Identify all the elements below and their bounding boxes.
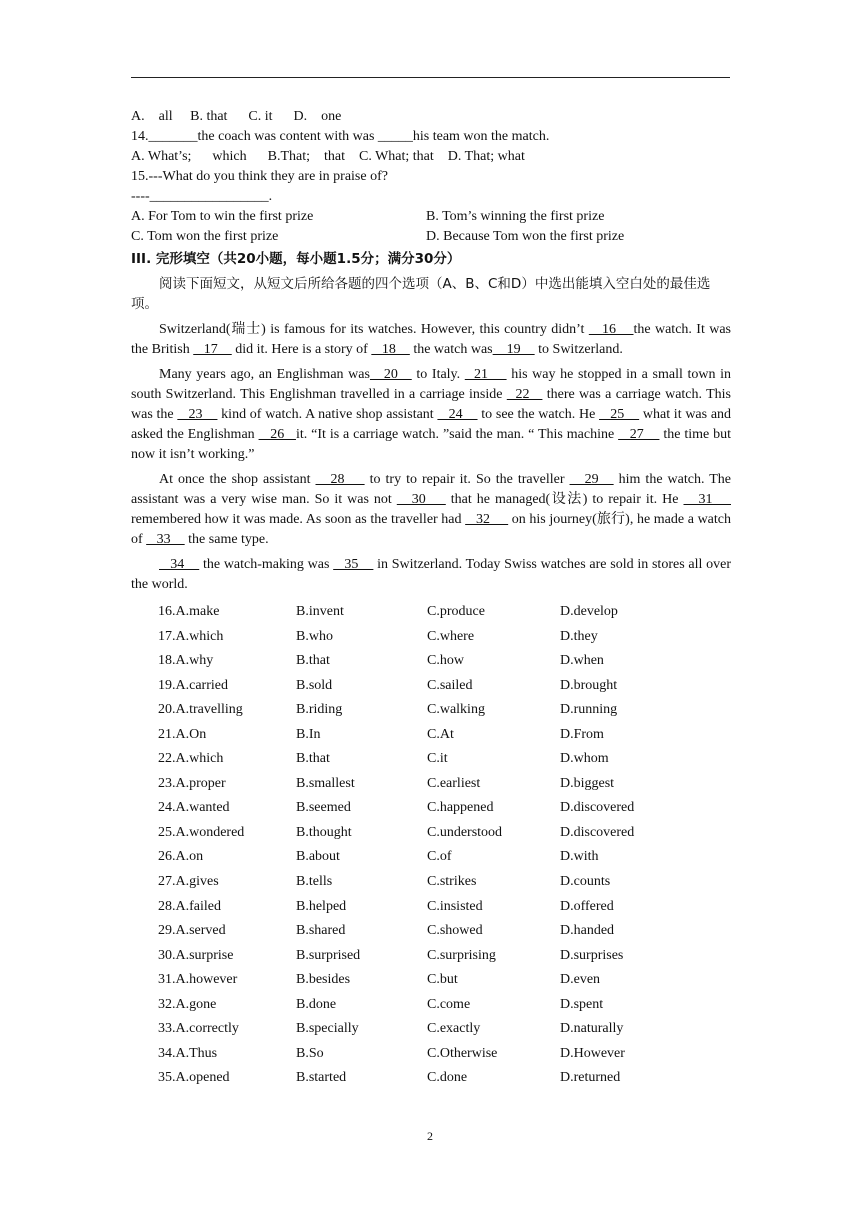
choice-option-c: C.earliest [427,775,481,791]
q15-options-row-2 [131,227,731,247]
choice-option-d: D.with [560,849,599,865]
choice-option-d: D.From [560,726,604,742]
choice-row [131,649,731,674]
choice-row [131,1017,731,1042]
page-content [131,107,731,1091]
passage-text: the same type. [184,532,269,547]
choice-option-c: C.where [427,628,475,644]
choice-row [131,1066,731,1091]
passage-text: kind of watch. A native shop assistant [217,407,438,422]
choice-option-d: D.counts [560,874,611,890]
blank-31: 31 [683,492,731,507]
passage-paragraph-3 [131,470,731,550]
choice-option-c: C.how [427,653,464,669]
passage-text: him the watch. The assistant was a very wise man. So it was not [131,472,732,507]
choice-option-b: B.In [296,726,321,742]
choice-option-a: 21.A.On [158,726,207,742]
blank-16: 16 [588,322,634,337]
choice-row [131,870,731,895]
blank-23: 23 [177,407,218,422]
choice-option-a: 34.A.Thus [158,1045,218,1061]
choice-option-c: C.understood [427,824,503,840]
section-heading: III. 完形填空（共20小题，每小题1.5分；满分30分） [131,251,461,267]
header-rule [131,77,730,78]
passage-text: that he managed(设法) to repair it. He [445,492,684,507]
choice-option-b: B.smallest [296,775,355,791]
choice-option-b: B.shared [296,923,346,939]
choice-row [131,968,731,993]
passage-text: it. “It is a carriage watch. ”said the man. “ This machine [295,427,619,442]
choice-row [131,723,731,748]
choice-option-d: D.discovered [560,824,635,840]
passage-text: to Italy. [411,367,465,382]
q15-stem: 15.---What do you think they are in praise of? [131,169,388,184]
passage-text: there was a carriage watch. This was the [131,387,731,422]
passage-text: At once the shop assistant [159,472,316,487]
choice-option-b: B.surprised [296,947,361,963]
choice-option-b: B.that [296,751,330,767]
choice-row [131,674,731,699]
choice-option-a: 31.A.however [158,972,238,988]
choice-option-d: D.surprises [560,947,624,963]
blank-22: 22 [506,387,543,402]
choice-option-a: 24.A.wanted [158,800,230,816]
blank-33: 33 [146,532,185,547]
choice-option-d: D.However [560,1045,625,1061]
blank-28: 28 [315,472,365,487]
choice-option-b: B.that [296,653,330,669]
passage-text: Switzerland(瑞士) is famous for its watches. However, this country didn’t [159,322,589,337]
choice-option-d: D.running [560,702,618,718]
passage-text: what it was and asked the Englishman [131,407,732,442]
choice-option-c: C.showed [427,923,483,939]
choice-option-a: 29.A.served [158,923,226,939]
choice-option-c: C.of [427,849,452,865]
choice-option-a: 30.A.surprise [158,947,234,963]
passage-paragraph-4 [131,555,731,595]
choice-option-b: B.who [296,628,333,644]
page-number: 2 [427,1129,433,1143]
choice-option-a: 19.A.carried [158,677,228,693]
blank-30: 30 [396,492,446,507]
section-instruction: 阅读下面短文，从短文后所给各题的四个选项（A、B、C和D）中选出能填入空白处的最佳选项。 [131,276,711,312]
q15-options-row-1 [131,207,731,227]
passage-text: Many years ago, an Englishman was [159,367,370,382]
blank-18: 18 [371,342,410,357]
choice-option-c: C.At [427,726,454,742]
choice-option-d: D.develop [560,604,618,619]
q14-options: A. What’s; which B.That; that C. What; that D. That; what [131,149,525,164]
choice-option-c: C.exactly [427,1021,481,1037]
q14-stem: 14._______the coach was content with was _____his team won the match. [131,129,550,144]
choice-option-d: D.whom [560,751,609,767]
choice-option-b: B.So [296,1045,324,1061]
choice-option-b: B.tells [296,874,333,890]
choice-option-a: 23.A.proper [158,775,226,791]
choice-option-a: 22.A.which [158,751,224,767]
choice-option-b: B.done [296,996,337,1012]
choice-option-a: 28.A.failed [158,898,221,914]
choice-option-a: 17.A.which [158,628,224,644]
choice-row [131,698,731,723]
passage-text: to Switzerland. [534,342,623,357]
blank-27: 27 [618,427,660,442]
passage-text: to see the watch. He [477,407,600,422]
choice-option-b: B.besides [296,972,351,988]
choices-table [131,600,731,1091]
choice-row [131,772,731,797]
choice-option-d: D.discovered [560,800,635,816]
passage-paragraph-2 [131,365,731,465]
choice-option-d: D.brought [560,677,618,693]
choice-row [131,895,731,920]
choice-option-a: 25.A.wondered [158,824,245,840]
choice-option-d: D.returned [560,1070,621,1086]
blank-26: 26 [258,427,296,442]
blank-25: 25 [599,407,640,422]
choice-row [131,1042,731,1067]
choice-option-a: 27.A.gives [158,874,219,890]
q15-option-b: B. Tom’s winning the first prize [426,209,605,224]
choice-option-b: B.sold [296,677,333,693]
choice-option-c: C.Otherwise [427,1045,498,1061]
passage-text: the watch was [409,342,493,357]
passage-text: remembered how it was made. As soon as the traveller had [131,512,466,527]
choice-row [131,796,731,821]
choice-option-b: B.thought [296,824,352,840]
blank-21: 21 [464,367,507,382]
choice-option-d: D.even [560,972,601,988]
choice-option-a: 33.A.correctly [158,1021,239,1037]
choice-row [131,600,731,625]
choice-option-d: D.when [560,653,604,669]
choice-option-a: 26.A.on [158,849,204,865]
choice-row [131,944,731,969]
blank-35: 35 [333,557,374,572]
choice-option-c: C.but [427,972,458,988]
choice-option-b: B.started [296,1070,347,1086]
q15-option-c: C. Tom won the first prize [131,229,279,244]
choice-option-c: C.come [427,996,471,1012]
choice-option-b: B.helped [296,898,347,914]
choice-option-c: C.done [427,1070,468,1086]
choice-option-a: 35.A.opened [158,1070,230,1086]
choice-option-a: 18.A.why [158,653,214,669]
choice-option-b: B.specially [296,1021,359,1037]
q15-answer-blank: ----_________________. [131,189,273,204]
blank-32: 32 [465,512,509,527]
passage-text: his way he stopped in a small town in south Switzerland. This Englishman travelled in a carriage inside [131,367,732,402]
choice-option-c: C.strikes [427,874,477,890]
choice-row [131,919,731,944]
q15-option-d: D. Because Tom won the first prize [426,229,625,244]
choice-option-d: D.spent [560,996,604,1012]
choice-option-c: C.surprising [427,947,496,963]
choice-option-b: B.invent [296,604,344,619]
choice-row [131,993,731,1018]
choice-row [131,747,731,772]
choice-option-a: 32.A.gone [158,996,217,1012]
choice-option-d: D.biggest [560,775,615,791]
choice-option-c: C.sailed [427,677,473,693]
choice-option-d: D.handed [560,923,615,939]
blank-34: 34 [159,557,200,572]
choice-option-c: C.walking [427,702,485,718]
choice-option-a: 20.A.travelling [158,702,243,718]
choice-option-b: B.seemed [296,800,351,816]
choice-option-d: D.naturally [560,1021,624,1037]
q13-options: A. all B. that C. it D. one [131,109,342,124]
passage-text: did it. Here is a story of [231,342,372,357]
q15-option-a: A. For Tom to win the first prize [131,209,314,224]
choice-option-a: 16.A.make [158,604,220,619]
passage-text: to try to repair it. So the traveller [364,472,570,487]
choice-row [131,845,731,870]
passage-text: the watch. It was the British [131,322,732,357]
choice-option-b: B.riding [296,702,343,718]
blank-19: 19 [492,342,535,357]
choice-option-c: C.it [427,751,448,767]
passage-text: the watch-making was [199,557,334,572]
passage-text: in Switzerland. Today Swiss watches are sold in stores all over the world. [131,557,732,592]
choice-option-d: D.offered [560,898,614,914]
choice-option-b: B.about [296,849,340,865]
passage-text: the time but now it isn’t working.” [131,427,731,462]
choice-option-c: C.insisted [427,898,483,914]
passage-text: on his journey(旅行), he made a watch of [131,512,731,547]
choice-option-d: D.they [560,628,598,644]
blank-24: 24 [437,407,478,422]
passage-paragraph-1 [131,320,731,360]
choice-option-c: C.produce [427,604,485,619]
blank-20: 20 [369,367,412,382]
choice-row [131,821,731,846]
blank-29: 29 [569,472,614,487]
blank-17: 17 [193,342,232,357]
choice-row [131,625,731,650]
choice-option-c: C.happened [427,800,494,816]
